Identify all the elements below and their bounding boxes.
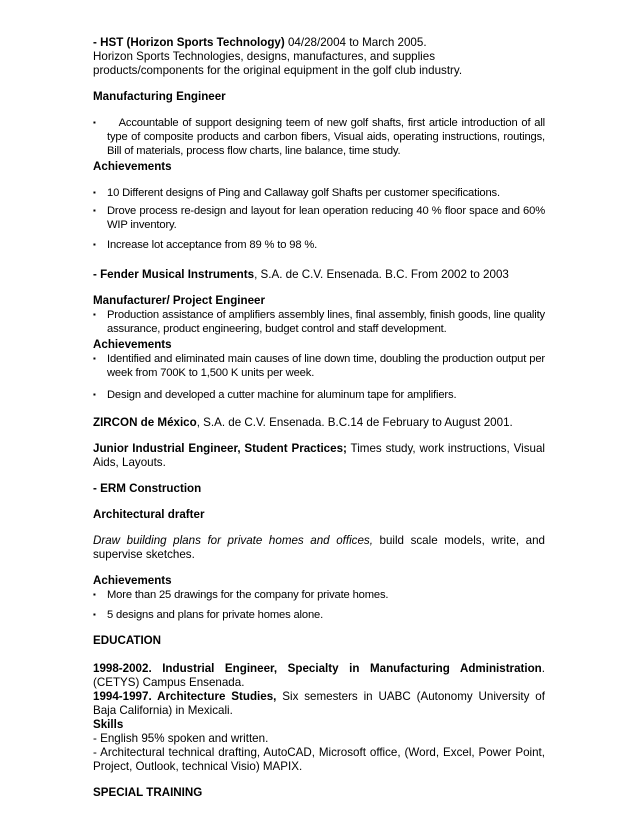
bullet-icon: ▪: [93, 188, 96, 197]
zircon-details: , S.A. de C.V. Ensenada. B.C.14 de February to August 2001.: [196, 416, 513, 429]
erm-desc-italic: Draw building plans for private homes and offices,: [93, 534, 373, 547]
erm-achievements-heading: Achievements: [93, 574, 172, 587]
hst-achievements-list: [93, 186, 545, 252]
fender-header: [93, 268, 545, 282]
fender-role: Manufacturer/ Project Engineer: [93, 294, 266, 307]
list-item: ▪ 5 designs and plans for private homes alone.: [93, 609, 324, 621]
list-item: ▪ Production assistance of amplifiers assembly lines, final assembly, finish goods, line quality assurance, product engineering, budget control and staff development.: [93, 309, 545, 335]
erm-company: - ERM Construction: [93, 482, 202, 495]
hst-company: HST (Horizon Sports Technology): [100, 36, 285, 49]
fender-achievements-heading: Achievements: [93, 338, 172, 351]
zircon-role-line: [93, 442, 545, 470]
list-item: ▪ Identified and eliminated main causes of line down time, doubling the production output per week from 700K to 1,500 K units per week.: [93, 353, 545, 379]
skill-line: - English 95% spoken and written.: [93, 732, 269, 745]
skills-heading: Skills: [93, 718, 124, 731]
fender-duties-list: [93, 308, 545, 336]
zircon-header: [93, 416, 545, 430]
degree-1-title: 1998-2002. Industrial Engineer, Specialty in Manufacturing Administration: [93, 662, 542, 675]
hst-duties-list: [93, 116, 545, 158]
bullet-icon: ▪: [93, 118, 96, 127]
list-item: ▪ Accountable of support designing teem of new golf shafts, first article introduction of all type of composite products and carbon fibers, Visual aids, operating instructions, routings, Bill of materials, process flow charts, line balance, time study.: [93, 117, 545, 157]
degree-1-rest: . (CETYS) Campus Ensenada.: [93, 662, 545, 689]
education-degree-2: [93, 690, 545, 718]
hst-role: Manufacturing Engineer: [93, 90, 226, 103]
education-heading: EDUCATION: [93, 634, 162, 647]
bullet-icon: ▪: [93, 240, 96, 249]
fender-company: - Fender Musical Instruments: [93, 268, 255, 281]
list-item: ▪ 10 Different designs of Ping and Callaway golf Shafts per customer specifications.: [93, 187, 500, 199]
fender-details: , S.A. de C.V. Ensenada. B.C. From 2002 to 2003: [254, 268, 509, 281]
zircon-role-details: Times study, work instructions, Visual Aids, Layouts.: [93, 442, 545, 469]
erm-description: [93, 534, 545, 562]
resume-page: [93, 36, 545, 800]
zircon-company: ZIRCON de México: [93, 416, 197, 429]
hst-dash: -: [93, 36, 101, 49]
bullet-icon: ▪: [93, 354, 96, 363]
bullet-icon: ▪: [93, 590, 96, 599]
erm-role: Architectural drafter: [93, 508, 205, 521]
education-degree-1: [93, 662, 545, 690]
bullet-icon: ▪: [93, 610, 96, 619]
zircon-role: Junior Industrial Engineer, Student Practices;: [93, 442, 347, 455]
list-item: ▪ More than 25 drawings for the company for private homes.: [93, 589, 389, 601]
degree-2-rest: Six semesters in UABC (Autonomy University of Baja California) in Mexicali.: [93, 690, 545, 717]
bullet-icon: ▪: [93, 390, 96, 399]
fender-achievements-list: [93, 352, 545, 402]
erm-desc-rest: build scale models, write, and supervise sketches.: [93, 534, 545, 561]
hst-dates: 04/28/2004 to March 2005.: [284, 36, 427, 49]
list-item: ▪ Drove process re-design and layout for lean operation reducing 40 % floor space and 60% WIP inventory.: [93, 205, 545, 231]
list-item: ▪ Design and developed a cutter machine for aluminum tape for amplifiers.: [93, 389, 457, 401]
bullet-icon: ▪: [93, 206, 96, 215]
special-training-heading: SPECIAL TRAINING: [93, 786, 203, 799]
degree-2-title: 1994-1997. Architecture Studies,: [93, 690, 277, 703]
hst-achievements-heading: Achievements: [93, 160, 172, 173]
list-item: ▪ Increase lot acceptance from 89 % to 98 %.: [93, 239, 318, 251]
hst-description: Horizon Sports Technologies, designs, manufactures, and supplies products/components for the original equipment in the golf club industry.: [93, 50, 463, 77]
skill-line: - Architectural technical drafting, AutoCAD, Microsoft office, (Word, Excel, Power Point, Project, Outlook, technical Visio) MAPIX.: [93, 746, 545, 773]
bullet-icon: ▪: [93, 310, 96, 319]
hst-header: [93, 36, 545, 50]
erm-achievements-list: [93, 588, 545, 622]
